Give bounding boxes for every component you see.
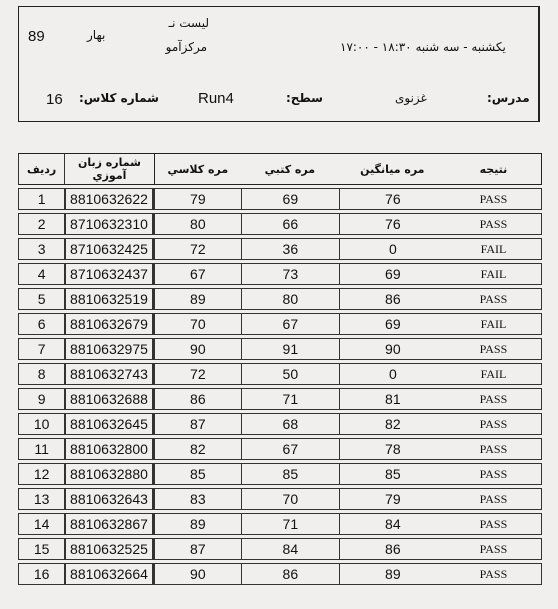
- result-cell: PASS: [446, 563, 542, 585]
- table-row: [18, 563, 542, 585]
- table-row: [18, 263, 542, 285]
- header-student-id: شماره زبان آموزي: [65, 153, 154, 185]
- average-cell: 69: [339, 263, 446, 285]
- written-cell: 85: [241, 463, 339, 485]
- row-number-cell: 12: [18, 463, 65, 485]
- class-score-cell: 72: [154, 363, 241, 385]
- average-cell: 86: [339, 538, 446, 560]
- row-number-cell: 7: [18, 338, 65, 360]
- average-cell: 0: [339, 363, 446, 385]
- average-cell: 76: [339, 213, 446, 235]
- table-row: [18, 313, 542, 335]
- average-cell: 76: [339, 188, 446, 210]
- class-score-cell: 87: [154, 413, 241, 435]
- student-id-cell: 8810632664: [65, 563, 154, 585]
- class-score-cell: 72: [154, 238, 241, 260]
- written-cell: 86: [241, 563, 339, 585]
- student-id-cell: 8810632679: [65, 313, 154, 335]
- row-number-cell: 10: [18, 413, 65, 435]
- header-count: 89: [28, 28, 45, 45]
- header-row-number: رديف: [18, 153, 65, 185]
- table-row: [18, 238, 542, 260]
- header-class-score: مره كلاسي: [154, 153, 241, 185]
- student-id-cell: 8810632643: [65, 488, 154, 510]
- average-cell: 79: [339, 488, 446, 510]
- result-cell: PASS: [446, 288, 542, 310]
- row-number-cell: 16: [18, 563, 65, 585]
- result-cell: FAIL: [446, 238, 542, 260]
- written-cell: 73: [241, 263, 339, 285]
- row-number-cell: 8: [18, 363, 65, 385]
- row-number-cell: 6: [18, 313, 65, 335]
- row-number-cell: 4: [18, 263, 65, 285]
- class-score-cell: 89: [154, 288, 241, 310]
- row-number-cell: 15: [18, 538, 65, 560]
- student-id-cell: 8810632975: [65, 338, 154, 360]
- result-cell: PASS: [446, 413, 542, 435]
- written-cell: 66: [241, 213, 339, 235]
- center-label: مرکزآمو: [165, 40, 207, 54]
- level-value: Run4: [198, 90, 234, 107]
- written-cell: 91: [241, 338, 339, 360]
- class-score-cell: 83: [154, 488, 241, 510]
- class-number-label: شماره کلاس:: [79, 91, 159, 105]
- table-row: [18, 388, 542, 410]
- student-id-cell: 8810632743: [65, 363, 154, 385]
- result-cell: PASS: [446, 188, 542, 210]
- table-row: [18, 288, 542, 310]
- written-cell: 50: [241, 363, 339, 385]
- student-id-cell: 8810632525: [65, 538, 154, 560]
- result-cell: PASS: [446, 213, 542, 235]
- student-id-cell: 8810632519: [65, 288, 154, 310]
- table-row: [18, 488, 542, 510]
- result-cell: PASS: [446, 463, 542, 485]
- result-cell: PASS: [446, 513, 542, 535]
- student-id-cell: 8810632867: [65, 513, 154, 535]
- schedule-text: یکشنبه - سه شنبه ۱۸:۳۰ - ۱۷:۰۰: [340, 40, 506, 54]
- row-number-cell: 2: [18, 213, 65, 235]
- result-cell: PASS: [446, 338, 542, 360]
- header-result: نتيجه: [446, 153, 542, 185]
- class-number-value: 16: [46, 91, 63, 108]
- table-row: [18, 213, 542, 235]
- grades-table: [18, 150, 542, 588]
- written-cell: 71: [241, 513, 339, 535]
- student-id-cell: 8810632688: [65, 388, 154, 410]
- average-cell: 78: [339, 438, 446, 460]
- class-score-cell: 89: [154, 513, 241, 535]
- class-score-cell: 85: [154, 463, 241, 485]
- average-cell: 89: [339, 563, 446, 585]
- row-number-cell: 13: [18, 488, 65, 510]
- average-cell: 90: [339, 338, 446, 360]
- average-cell: 84: [339, 513, 446, 535]
- term-label: بهار: [87, 28, 106, 42]
- student-id-cell: 8810632800: [65, 438, 154, 460]
- result-cell: PASS: [446, 488, 542, 510]
- table-row: [18, 538, 542, 560]
- written-cell: 67: [241, 438, 339, 460]
- result-cell: FAIL: [446, 363, 542, 385]
- class-score-cell: 87: [154, 538, 241, 560]
- average-cell: 86: [339, 288, 446, 310]
- student-id-cell: 8710632437: [65, 263, 154, 285]
- result-cell: PASS: [446, 538, 542, 560]
- student-id-cell: 8710632425: [65, 238, 154, 260]
- class-score-cell: 70: [154, 313, 241, 335]
- result-cell: PASS: [446, 388, 542, 410]
- table-row: [18, 188, 542, 210]
- table-row: [18, 513, 542, 535]
- class-score-cell: 86: [154, 388, 241, 410]
- average-cell: 82: [339, 413, 446, 435]
- table-row: [18, 363, 542, 385]
- written-cell: 69: [241, 188, 339, 210]
- written-cell: 68: [241, 413, 339, 435]
- level-label: سطح:: [286, 91, 323, 105]
- class-score-cell: 67: [154, 263, 241, 285]
- class-score-cell: 79: [154, 188, 241, 210]
- table-row: [18, 338, 542, 360]
- written-cell: 70: [241, 488, 339, 510]
- student-id-cell: 8710632310: [65, 213, 154, 235]
- written-cell: 71: [241, 388, 339, 410]
- written-cell: 36: [241, 238, 339, 260]
- row-number-cell: 3: [18, 238, 65, 260]
- written-cell: 80: [241, 288, 339, 310]
- student-id-cell: 8810632645: [65, 413, 154, 435]
- average-cell: 81: [339, 388, 446, 410]
- student-id-cell: 8810632622: [65, 188, 154, 210]
- teacher-label: مدرس:: [487, 91, 530, 105]
- row-number-cell: 9: [18, 388, 65, 410]
- result-cell: FAIL: [446, 313, 542, 335]
- header-written: مره كتبي: [241, 153, 339, 185]
- average-cell: 0: [339, 238, 446, 260]
- row-number-cell: 5: [18, 288, 65, 310]
- class-score-cell: 82: [154, 438, 241, 460]
- row-number-cell: 14: [18, 513, 65, 535]
- average-cell: 69: [339, 313, 446, 335]
- row-number-cell: 11: [18, 438, 65, 460]
- class-score-cell: 90: [154, 563, 241, 585]
- table-row: [18, 413, 542, 435]
- table-row: [18, 438, 542, 460]
- written-cell: 67: [241, 313, 339, 335]
- result-cell: FAIL: [446, 263, 542, 285]
- teacher-name: غزنوی: [395, 91, 427, 105]
- table-row: [18, 463, 542, 485]
- header-average: مره ميانگين: [339, 153, 446, 185]
- student-id-cell: 8810632880: [65, 463, 154, 485]
- class-score-cell: 90: [154, 338, 241, 360]
- class-score-cell: 80: [154, 213, 241, 235]
- average-cell: 85: [339, 463, 446, 485]
- row-number-cell: 1: [18, 188, 65, 210]
- table-header-row: [18, 153, 542, 185]
- result-cell: PASS: [446, 438, 542, 460]
- written-cell: 84: [241, 538, 339, 560]
- list-title: لیست نـ: [168, 16, 209, 30]
